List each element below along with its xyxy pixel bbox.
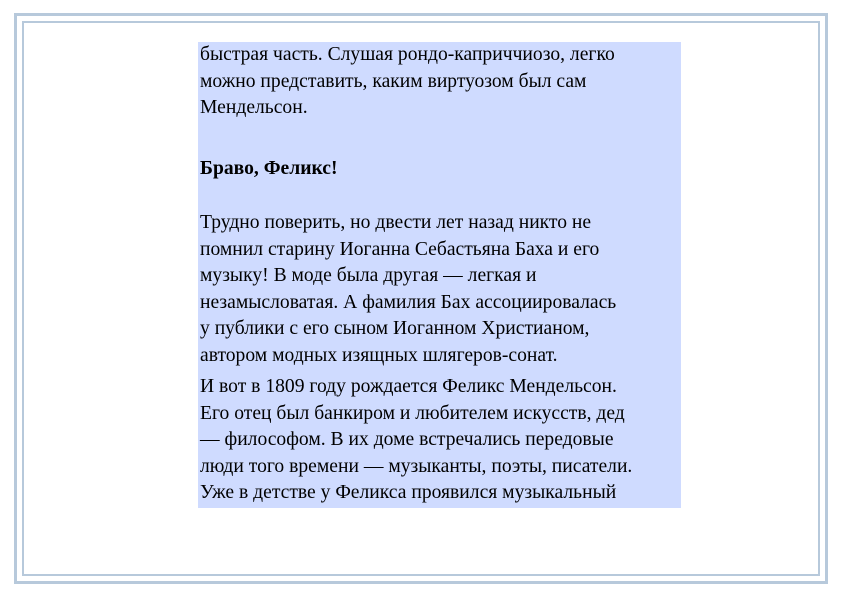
text-line: Уже в детстве у Феликса проявился музыкальный (200, 482, 617, 503)
text-line: музыку! В моде была другая — легкая и (200, 265, 537, 286)
text-line: можно представить, каким виртуозом был сам (200, 70, 587, 92)
paragraph-bach (200, 210, 679, 369)
text-line: Трудно поверить, но двести лет назад никто не (200, 212, 592, 233)
section-heading: Браво, Феликс! (200, 157, 338, 179)
text-line: у публики с его сыном Иоганном Христианом, (200, 318, 590, 339)
text-line: быстрая часть. Слушая рондо-каприччиозо, легко (200, 44, 615, 65)
paragraph-mendelssohn-birth (200, 374, 679, 507)
highlighted-text-block (198, 42, 681, 508)
text-line: — философом. В их доме встречались передовые (200, 429, 614, 450)
text-line: незамысловатая. А фамилия Бах ассоциировалась (200, 291, 617, 313)
text-line: люди того времени — музыканты, поэты, писатели. (200, 455, 633, 477)
text-line: И вот в 1809 году рождается Феликс Мендельсон. (200, 376, 617, 397)
text-line: помнил старину Иоганна Себастьяна Баха и его (200, 238, 600, 260)
paragraph-rondo (200, 42, 679, 122)
text-line: автором модных изящных шлягеров-сонат. (200, 344, 558, 366)
text-line: Мендельсон. (200, 97, 308, 118)
text-line: Его отец был банкиром и любителем искусств, дед (200, 402, 625, 424)
